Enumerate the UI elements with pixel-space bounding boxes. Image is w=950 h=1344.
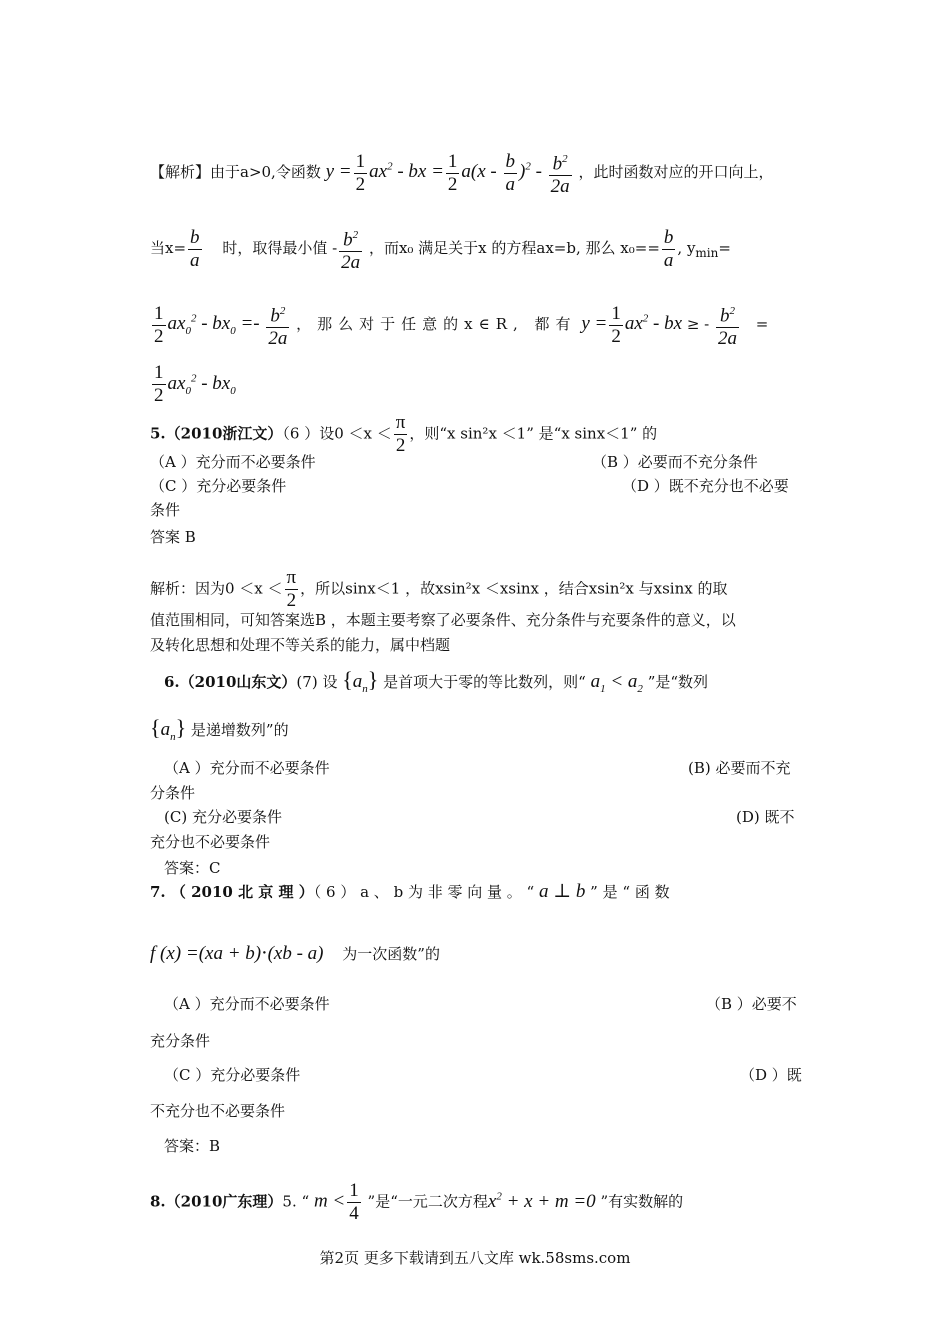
formula-y-def: y =	[325, 161, 352, 183]
frac-b-over-a: $\frac{b}{a}$	[505, 150, 515, 195]
q6-text-a: (7) 设	[296, 673, 338, 691]
q7-stem	[150, 882, 670, 902]
q6-option-b: (B) 必要而不充	[688, 759, 791, 777]
frac-pi-over-2: $\frac{\pi}{2}$	[395, 412, 406, 456]
subscript-min: min	[695, 246, 719, 261]
q6-stem-2	[150, 715, 289, 747]
frac-b2-over-2a: $\frac{b^2}{2a}$	[339, 224, 362, 274]
analysis-for-all-x: ，那么对于任意的x∈R, 都有	[296, 315, 577, 334]
analysis-ge: ≥ -	[686, 315, 710, 334]
analysis-intro: 【解析】由于a>0,令函数	[150, 163, 321, 182]
q6-answer: 答案：C	[164, 859, 221, 877]
analysis-eq: =	[755, 315, 769, 334]
q7-option-d-cont: 不充分也不必要条件	[150, 1102, 286, 1120]
q5-text-b: ，则“x sin²x ＜1” 是“x sinx＜1” 的	[409, 424, 658, 443]
analysis-x0-equation: ，而x₀ 满足关于x 的方程ax=b, 那么 x₀==	[368, 239, 660, 258]
q7-text-a: （ 6 ） a 、 b 为 非 零 向 量 。 “	[313, 883, 535, 901]
q8-heading: 8.（2010广东理）	[150, 1192, 283, 1211]
q7-option-b-cont: 充分条件	[150, 1032, 211, 1050]
q5-option-c: （C ）充分必要条件	[150, 477, 287, 495]
q5-answer: 答案 B	[150, 528, 196, 546]
q8-stem	[150, 1180, 683, 1225]
frac-b-over-a: $\frac{b}{a}$	[663, 226, 674, 271]
analysis-line-2	[150, 224, 731, 274]
q5-explain-a: 解析：因为0 ＜x ＜	[150, 579, 283, 598]
q6-option-c: (C) 充分必要条件	[164, 808, 282, 826]
q6-heading: 6.（2010山东文）	[164, 673, 297, 691]
q5-explain-b: ，所以sinx＜1 ，故xsin²x ＜xsinx ，结合xsin²x 与xsinx 的取	[300, 579, 728, 598]
analysis-equals: =	[718, 239, 731, 258]
q5-text-a: （6 ）设0 ＜x ＜	[282, 424, 392, 443]
frac-b2-over-2a: $\frac{b^2}{2a}$	[266, 300, 289, 350]
frac-pi-over-2: $\frac{\pi}{2}$	[286, 567, 297, 611]
q5-explanation-2: 值范围相同，可知答案选B ，本题主要考察了必要条件、充分条件与充要条件的意义，以	[150, 611, 736, 629]
formula-an: $\{a_n\}$	[342, 667, 379, 695]
q5-stem	[150, 412, 657, 457]
q7-text-b: ” 是 “ 函 数	[590, 883, 670, 901]
analysis-line-1: 【解析】由于a>0,令函数 y = $\frac{1}{2}$ $ax^2$ - bx = $\frac{1}{2}$ a(x - $\frac{b}{a}$ )$^2$ - $\frac{b^2}{2a}$ ，此时函数对应的开口向上，	[150, 148, 773, 198]
q8-text-a: 5. “	[282, 1192, 310, 1211]
analysis-line-3: $\frac{1}{2}$ $ax_0^2 - bx_0$ =- $\frac{b^2}{2a}$ ，那么对于任意的x∈R, 都有 y = $\frac{1}{2}$ $ax^2$ - bx ≥ - $\frac{b^2}{2a}$ =	[150, 300, 768, 350]
q6-text-b: 是首项大于零的等比数列，则“	[383, 673, 586, 691]
q7-option-b: （B ）必要不	[706, 995, 797, 1013]
q6-text-2: 是递增数列”的	[190, 721, 289, 739]
formula-a-perp-b: a ⊥ b	[539, 881, 586, 902]
q7-text-2: 为一次函数”的	[342, 945, 440, 963]
q5-explanation-1	[150, 567, 727, 612]
q5-option-a: （A ）充分而不必要条件	[150, 453, 316, 471]
frac-b-over-a: $\frac{b}{a}$	[190, 226, 200, 271]
frac-half: $\frac{1}{2}$	[154, 362, 164, 406]
q7-heading: 7. （ 2010 北 京 理 ）	[150, 883, 314, 901]
analysis-ymin: , y	[677, 239, 696, 258]
q5-heading: 5.（2010浙江文）	[150, 424, 283, 443]
q5-option-b: （B ）必要而不充分条件	[592, 453, 758, 471]
analysis-line-4: $\frac{1}{2}$ $ax_0^2 - bx_0$	[154, 362, 236, 406]
q7-option-a: （A ）充分而不必要条件	[164, 995, 330, 1013]
frac-half: $\frac{1}{2}$	[447, 150, 458, 195]
frac-half: $\frac{1}{2}$	[355, 150, 366, 195]
q6-option-a: （A ）充分而不必要条件	[164, 759, 330, 777]
q7-option-c: （C ）充分必要条件	[164, 1066, 301, 1084]
page-footer: 第2页 更多下载请到五八文库 wk.58sms.com	[319, 1249, 631, 1267]
frac-one-quarter: $\frac{1}{4}$	[349, 1180, 359, 1224]
formula-f-x: f (x) =(xa + b)⋅(xb - a)	[150, 943, 324, 964]
q7-answer: 答案：B	[164, 1137, 221, 1155]
analysis-open-up: ，此时函数对应的开口向上，	[578, 163, 774, 182]
q5-option-d: （D ）既不充分也不必要	[622, 477, 789, 495]
frac-b2-over-2a: $\frac{b^2}{2a}$	[716, 300, 739, 350]
q8-text-b: ”是“一元二次方程	[367, 1192, 488, 1211]
formula-a1-lt-a2: $a_1 < a_2$	[590, 671, 643, 695]
q7-stem-2	[150, 944, 440, 964]
analysis-min-value: 时，取得最小值 -	[222, 239, 338, 258]
formula-m-lt: m <	[313, 1190, 346, 1212]
q6-text-c: ”是“数列	[647, 673, 709, 691]
formula-an: $\{a_n\}$	[150, 715, 187, 743]
q6-option-d: (D) 既不	[736, 808, 795, 826]
q8-text-c: ”有实数解的	[600, 1192, 684, 1211]
frac-half: $\frac{1}{2}$	[154, 302, 164, 347]
q6-stem	[164, 667, 709, 699]
frac-b2-over-2a: $\frac{b^2}{2a}$	[549, 148, 572, 198]
frac-half: $\frac{1}{2}$	[611, 302, 621, 347]
analysis-when-x: 当x=	[150, 239, 187, 258]
q6-option-b-cont: 分条件	[150, 784, 196, 802]
q5-option-d-cont: 条件	[150, 501, 181, 519]
q7-option-d: （D ）既	[740, 1066, 802, 1084]
q6-option-d-cont: 充分也不必要条件	[150, 833, 271, 851]
q5-explanation-3: 及转化思想和处理不等关系的能力，属中档题	[150, 636, 451, 654]
formula-quadratic: $x^2 + x + m =0$	[487, 1190, 596, 1212]
